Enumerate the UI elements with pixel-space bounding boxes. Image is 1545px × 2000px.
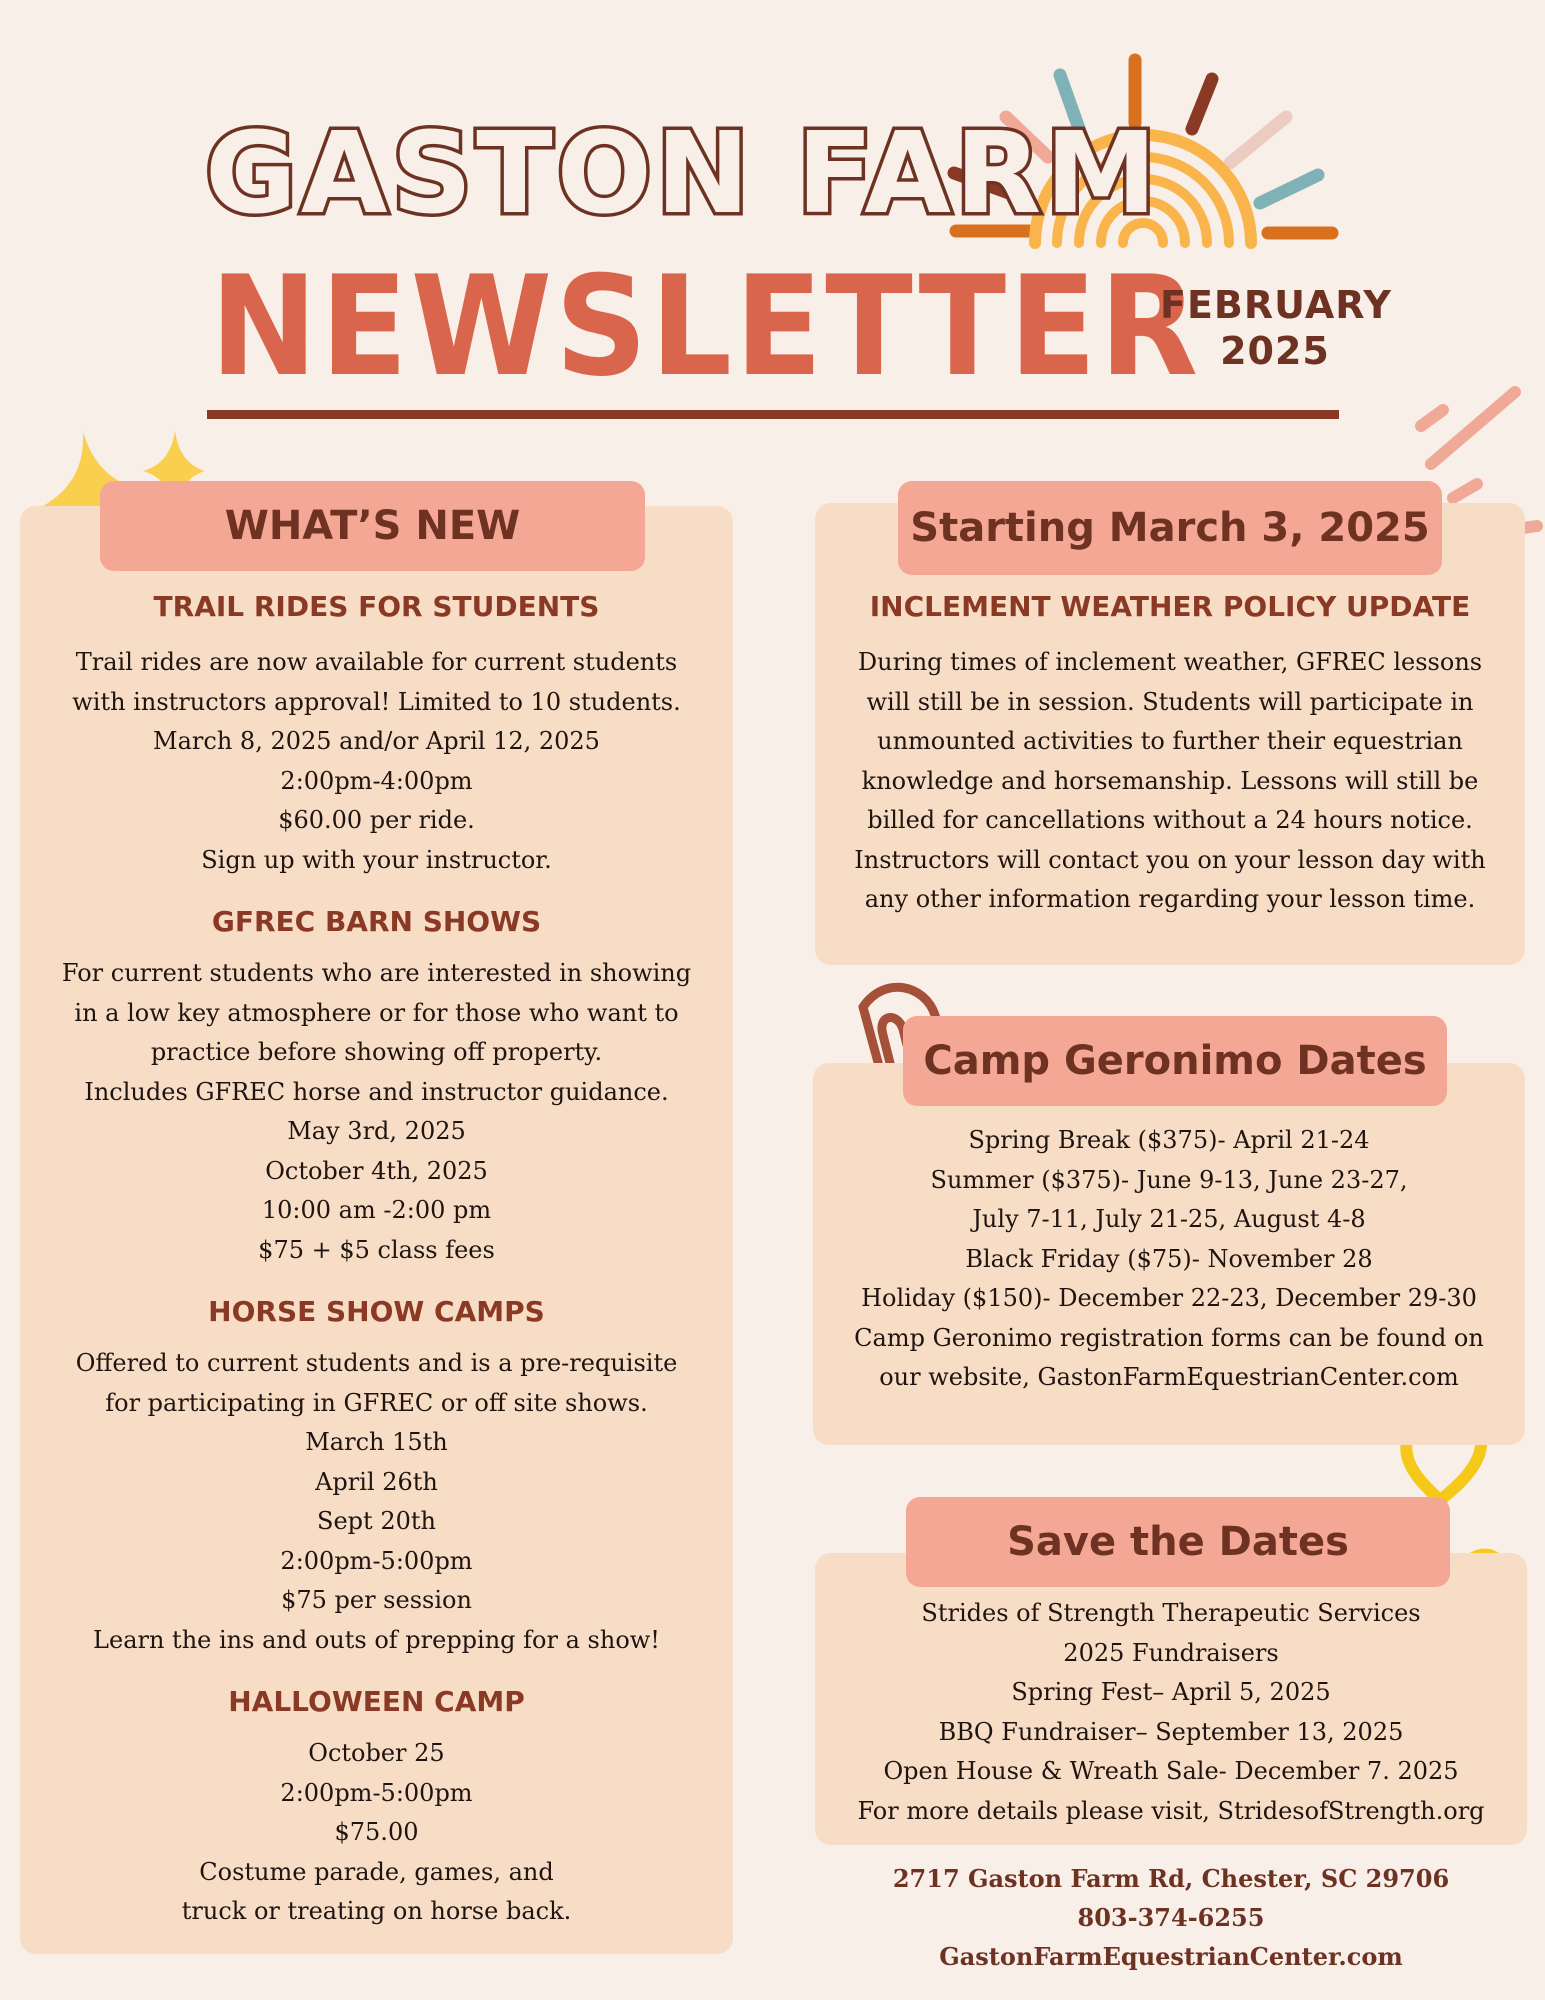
section-body <box>20 643 733 880</box>
text-line: practice before showing off property. <box>150 1038 603 1066</box>
section-title: INCLEMENT WEATHER POLICY UPDATE <box>869 590 1471 623</box>
whats-new-content <box>20 585 733 1932</box>
text-line: Strides of Strength Therapeutic Services <box>921 1599 1421 1627</box>
text-line: $75 + $5 class fees <box>258 1235 495 1264</box>
text-line: March 8, 2025 and/or April 12, 2025 <box>153 727 600 755</box>
section-title: HORSE SHOW CAMPS <box>208 1295 545 1328</box>
weather-content <box>815 585 1525 920</box>
text-line: $60.00 per ride. <box>278 806 475 834</box>
text-line: Learn the ins and outs of prepping for a show! <box>93 1625 660 1654</box>
issue-year: 2025 <box>1220 329 1330 373</box>
section-body <box>815 643 1525 920</box>
camp-content <box>813 1121 1525 1398</box>
text-line: with instructors approval! Limited to 10 students. <box>72 687 681 716</box>
text-line: 2:00pm-4:00pm <box>280 766 473 795</box>
text-line: During times of inclement weather, GFREC lessons <box>857 648 1483 676</box>
text-line: Spring Fest– April 5, 2025 <box>1011 1678 1331 1706</box>
contact-website[interactable]: GastonFarmEquestrianCenter.com <box>939 1942 1403 1971</box>
text-line: Spring Break ($375)- April 21-24 <box>968 1126 1370 1154</box>
text-line: unmounted activities to further their equestrian <box>877 727 1463 755</box>
text-line: billed for cancellations without a 24 hours notice. <box>867 806 1473 834</box>
text-line: BBQ Fundraiser– September 13, 2025 <box>938 1717 1404 1746</box>
text-line: truck or treating on horse back. <box>181 1897 572 1925</box>
text-line: 10:00 am -2:00 pm <box>261 1196 492 1224</box>
text-line: March 15th <box>305 1428 448 1456</box>
title-gaston-farm: GASTON FARM <box>205 109 1161 239</box>
issue-date <box>1160 282 1390 374</box>
text-line: any other information regarding your lesson time. <box>864 885 1476 913</box>
text-line: 2:00pm-5:00pm <box>280 1546 473 1575</box>
section-title: HALLOWEEN CAMP <box>228 1685 525 1718</box>
camp-heading: Camp Geronimo Dates <box>903 1016 1447 1106</box>
text-line: will still be in session. Students will participate in <box>866 687 1474 716</box>
title-newsletter: NEWSLETTER <box>210 246 1201 407</box>
text-line: Includes GFREC horse and instructor guidance. <box>84 1077 669 1106</box>
text-line: Camp Geronimo registration forms can be found on <box>854 1323 1484 1352</box>
text-line: in a low key atmosphere or for those who want to <box>74 998 679 1027</box>
text-line: Open House & Wreath Sale- December 7. 2025 <box>883 1757 1459 1785</box>
text-line: our website, GastonFarmEquestrianCenter.com <box>879 1363 1459 1391</box>
text-line: For more details please visit, StridesofStrength.org <box>857 1796 1485 1825</box>
text-line: Black Friday ($75)- November 28 <box>965 1244 1373 1273</box>
contact-phone[interactable]: 803-374-6255 <box>1077 1903 1265 1932</box>
text-line: Offered to current students and is a pre-requisite <box>75 1349 678 1377</box>
weather-heading: Starting March 3, 2025 <box>898 481 1442 575</box>
text-line: For current students who are interested in showing <box>61 959 692 987</box>
save-dates-content <box>815 1594 1527 1831</box>
text-line: Costume parade, games, and <box>199 1857 554 1886</box>
text-line: Sign up with your instructor. <box>201 845 552 874</box>
section-title: TRAIL RIDES FOR STUDENTS <box>153 590 600 623</box>
text-line: $75.00 <box>334 1818 419 1846</box>
text-line: Summer ($375)- June 9-13, June 23-27, <box>930 1165 1408 1194</box>
text-line: for participating in GFREC or off site shows. <box>105 1388 648 1417</box>
text-line: Trail rides are now available for current students <box>75 648 678 676</box>
section-body <box>20 1344 733 1660</box>
contact-address: 2717 Gaston Farm Rd, Chester, SC 29706 <box>892 1864 1450 1893</box>
text-line: Holiday ($150)- December 22-23, December 29-30 <box>861 1284 1477 1312</box>
text-line: October 4th, 2025 <box>265 1156 488 1185</box>
text-line: $75 per session <box>281 1586 472 1614</box>
text-line: Sept 20th <box>317 1507 436 1535</box>
text-line: Instructors will contact you on your lesson day with <box>854 845 1486 874</box>
text-line: April 26th <box>315 1467 438 1496</box>
section-body <box>20 954 733 1270</box>
text-line: 2025 Fundraisers <box>1063 1638 1279 1667</box>
text-line: October 25 <box>308 1739 445 1767</box>
text-line: July 7-11, July 21-25, August 4-8 <box>972 1205 1366 1233</box>
text-line: May 3rd, 2025 <box>287 1117 466 1145</box>
contact-block <box>815 1859 1527 1976</box>
section-body <box>20 1734 733 1932</box>
save-dates-heading: Save the Dates <box>906 1497 1450 1587</box>
header-divider <box>207 410 1339 419</box>
issue-month: FEBRUARY <box>1160 283 1392 327</box>
text-line: 2:00pm-5:00pm <box>280 1778 473 1807</box>
whats-new-heading: WHAT’S NEW <box>100 481 645 571</box>
section-title: GFREC BARN SHOWS <box>211 905 542 938</box>
text-line: knowledge and horsemanship. Lessons will still be <box>861 766 1479 795</box>
